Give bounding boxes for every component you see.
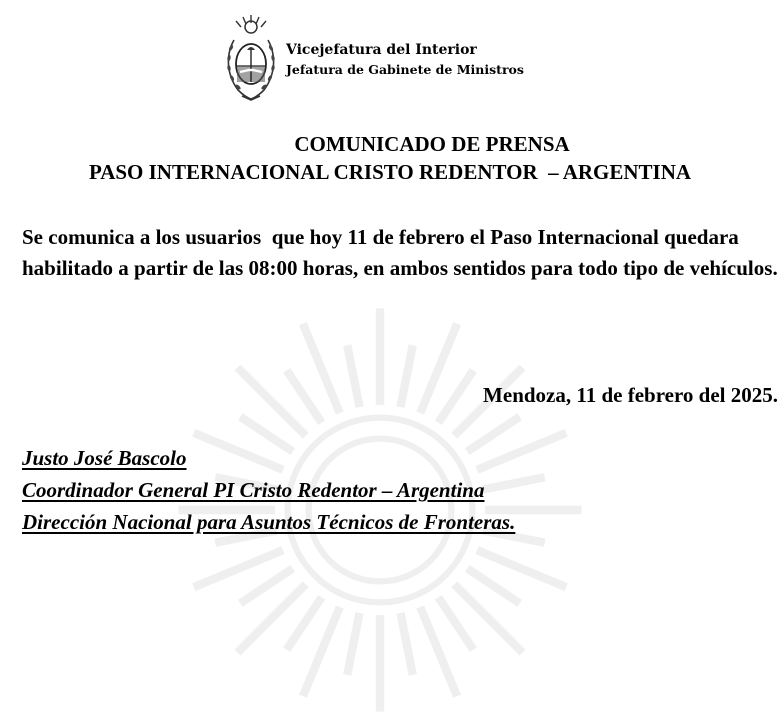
watermark-ray [303,324,340,413]
watermark-ray [400,345,412,407]
watermark-ray [454,584,522,652]
announcement-body: Se comunica a los usuarios que hoy 11 de febrero el Paso Internacional quedara habilitado a partir de las 08:00 horas, en ambos sentidos para todo tipo de vehículos. [22,225,778,280]
watermark-ray [477,550,566,587]
agency-block [286,41,524,79]
signatory-position: Coordinador General PI Cristo Redentor – Argentina [22,478,485,502]
watermark-ray [287,597,322,649]
watermark-ray [420,324,457,413]
watermark-ray [194,550,283,587]
agency-name: Vicejefatura del Interior [286,42,477,58]
signature-block [22,442,515,538]
place-and-date: Mendoza, 11 de febrero del 2025. [483,383,778,407]
signatory-office: Dirección Nacional para Asuntos Técnicos de Fronteras. [22,510,516,534]
watermark-ray [287,370,322,422]
signatory-name: Justo José Bascolo [22,446,187,470]
watermark-ray [438,597,473,649]
watermark-ray [303,607,340,696]
agency-parent: Jefatura de Gabinete de Ministros [286,62,524,77]
title-line-1: COMUNICADO DE PRENSA [294,132,570,156]
title-line-2: PASO INTERNACIONAL CRISTO REDENTOR – ARGENTINA [88,160,692,184]
watermark-ray [420,607,457,696]
argentina-coat-of-arms-icon [222,12,280,104]
watermark-ray [237,367,305,435]
watermark-ray [347,345,359,407]
watermark-ray [438,370,473,422]
press-release-title [0,130,780,186]
letterhead [222,12,524,104]
watermark-ray [347,613,359,675]
watermark-ray [237,584,305,652]
watermark-ray [400,613,412,675]
